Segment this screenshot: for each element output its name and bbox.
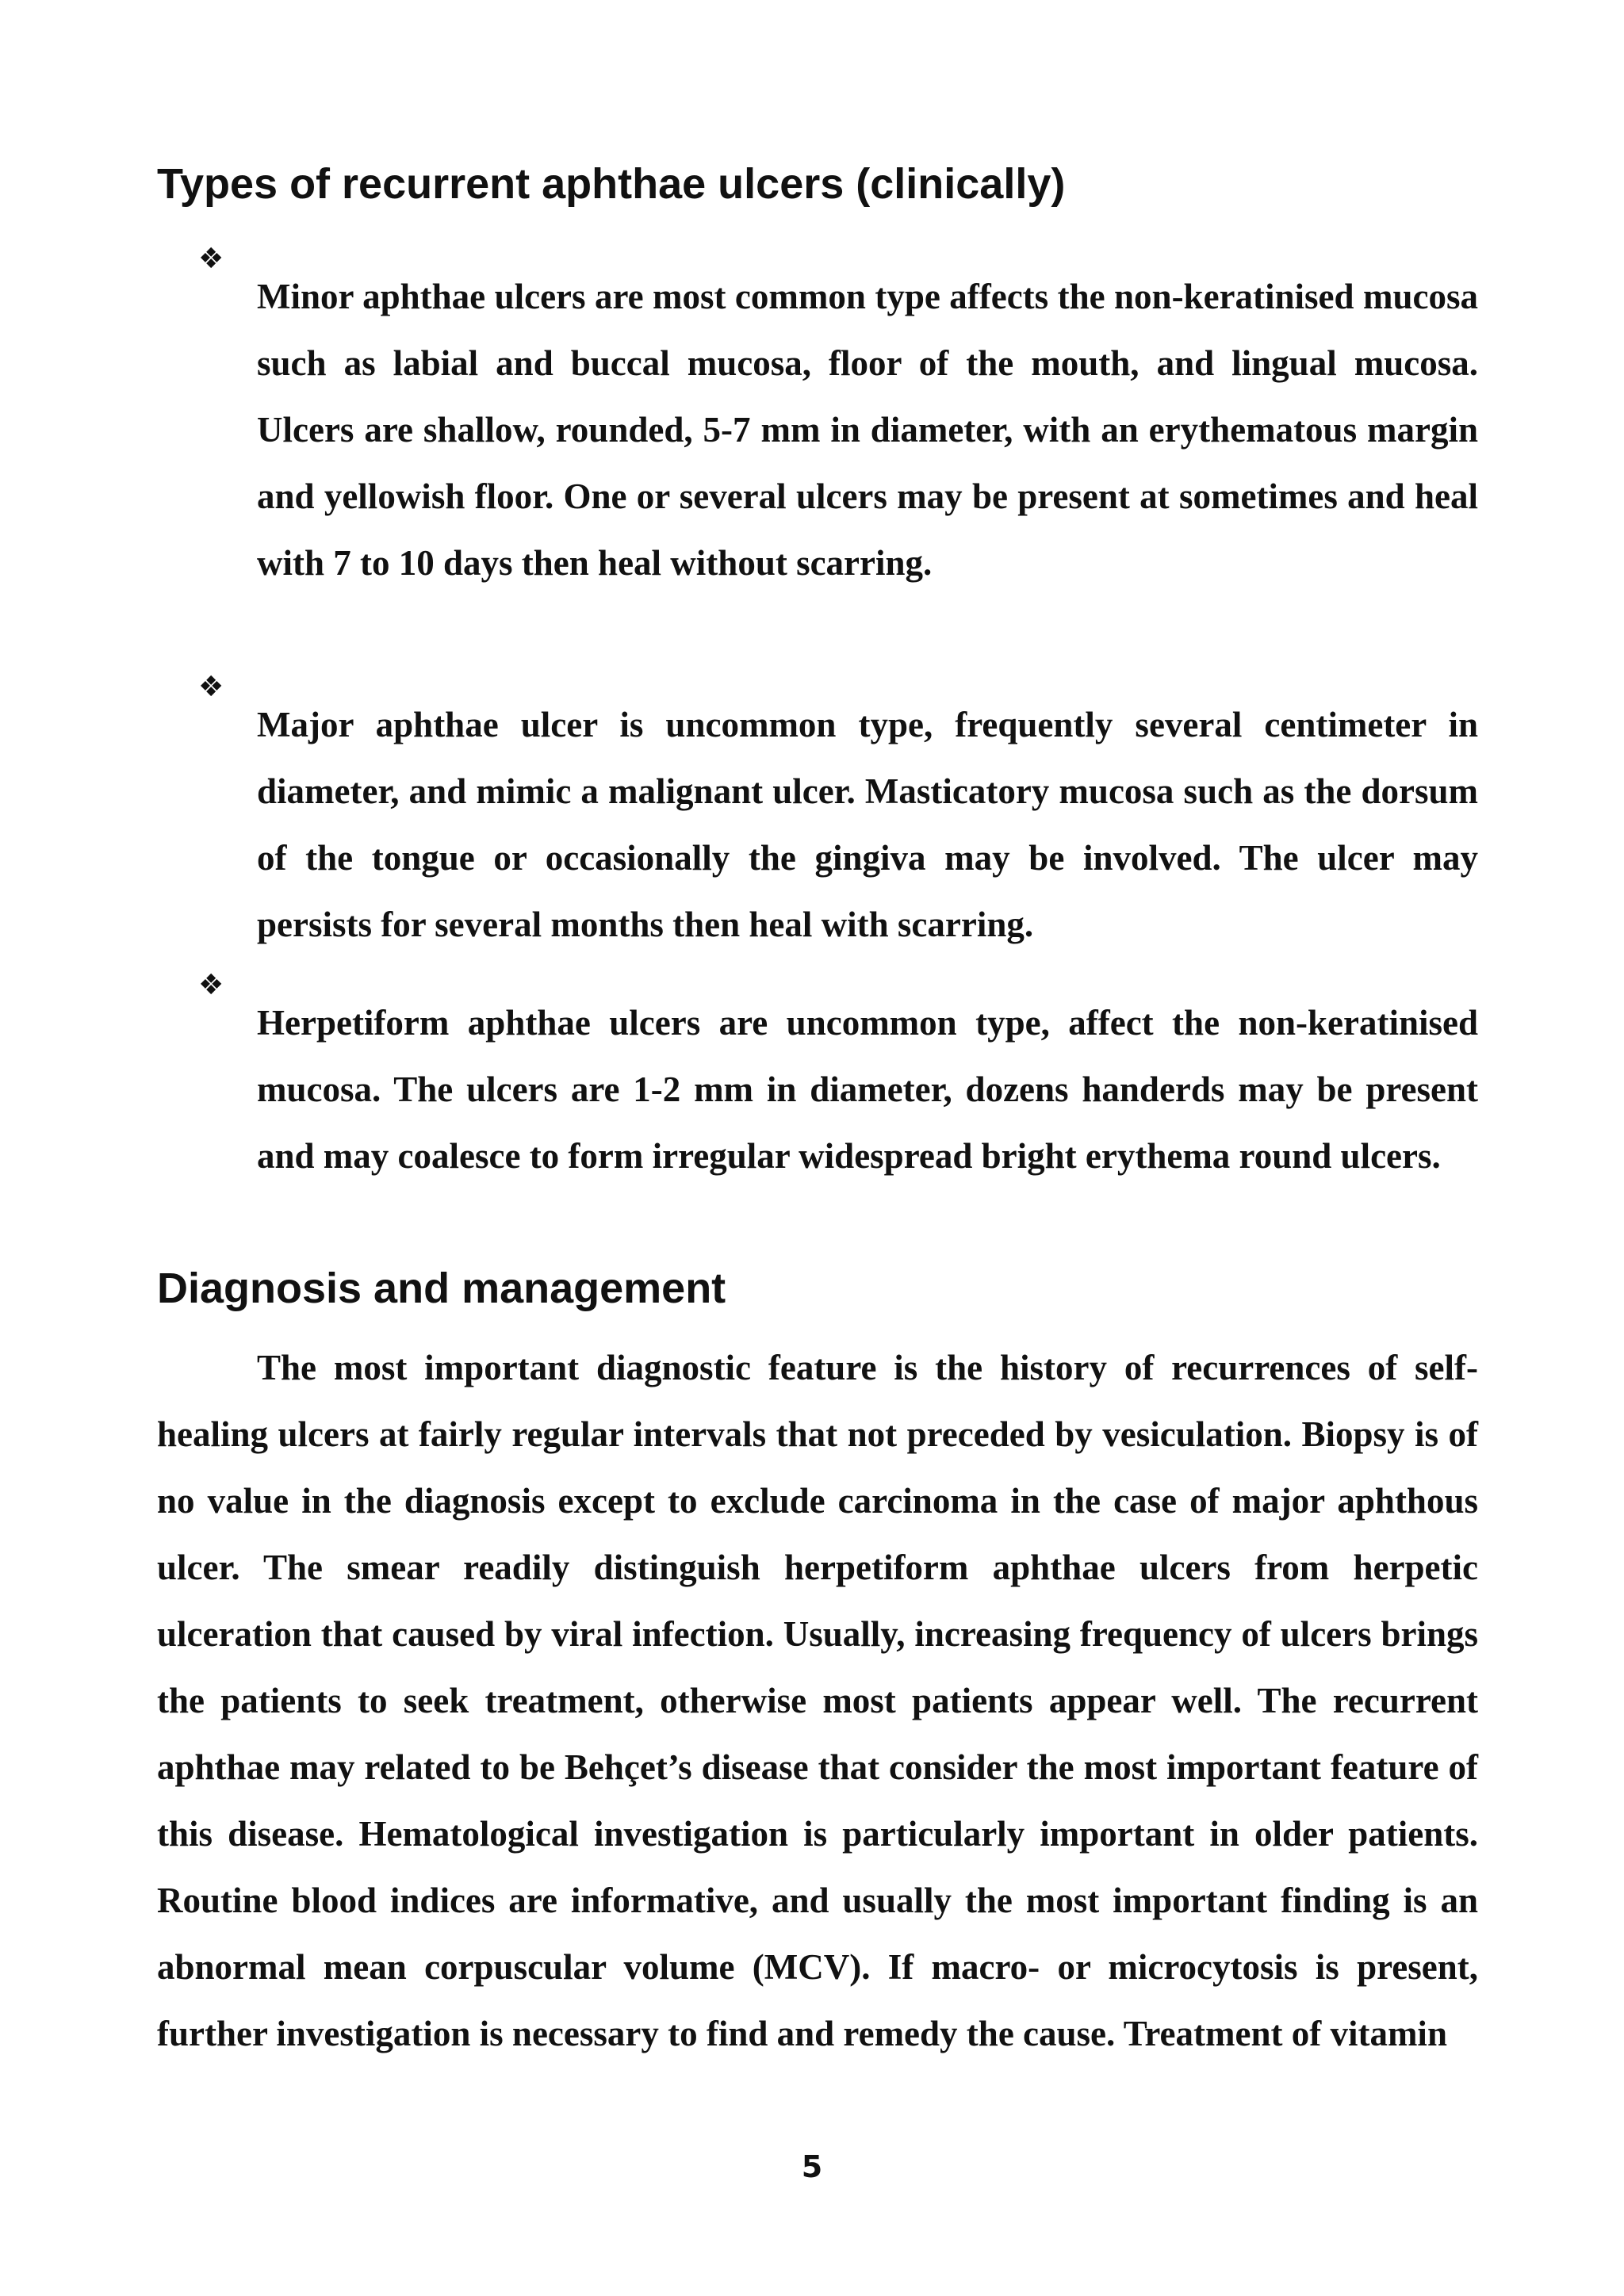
bullet-diamond-icon: ❖ — [198, 243, 224, 275]
bullet-diamond-icon: ❖ — [198, 969, 224, 1001]
page-number: 5 — [801, 2149, 823, 2184]
bullet-major-ulcers: Major aphthae ulcer is uncommon type, frequently several centimeter in diameter, and mimic a malignant ulcer. Masticatory mucosa such as the dorsum of the tongue or occasionally the gingiva may be involved. The ulcer may persists for several months then heal with scarring. — [257, 705, 1478, 944]
bullet-minor-ulcers: Minor aphthae ulcers are most common type affects the non-keratinised mucosa such as labial and buccal mucosa, floor of the mouth, and lingual mucosa. Ulcers are shallow, rounded, 5-7 mm in diameter, with an erythematous margin and yellowish floor. One or several ulcers may be present at sometimes and heal with 7 to 10 days then heal without scarring. — [257, 277, 1478, 583]
bullet-herpetiform-ulcers: Herpetiform aphthae ulcers are uncommon type, affect the non-keratinised mucosa. The ulcers are 1-2 mm in diameter, dozens handerds may be present and may coalesce to form irregular widespread bright erythema round ulcers. — [257, 1003, 1478, 1176]
diagnosis-paragraph: The most important diagnostic feature is the history of recurrences of self-healing ulcers at fairly regular intervals that not preceded by vesiculation. Biopsy is of no value in the diagnosis except to exclude carcinoma in the case of major aphthous ulcer. The smear readily distinguish herpetiform aphthae ulcers from herpetic ulceration that caused by viral infection. Usually, increasing frequency of ulcers brings the patients to seek treatment, otherwise most patients appear well. The recurrent aphthae may related to be Behçet’s disease that consider the most important feature of this disease. Hematological investigation is particularly important in older patients. Routine blood indices are informative, and usually the most important finding is an abnormal mean corpuscular volume (MCV). If macro- or microcytosis is present, further investigation is necessary to find and remedy the cause. Treatment of vitamin — [157, 1348, 1478, 2053]
section-heading-types: Types of recurrent aphthae ulcers (clinically) — [157, 160, 1066, 208]
section-heading-diagnosis: Diagnosis and management — [157, 1265, 726, 1312]
bullet-diamond-icon: ❖ — [198, 671, 224, 703]
